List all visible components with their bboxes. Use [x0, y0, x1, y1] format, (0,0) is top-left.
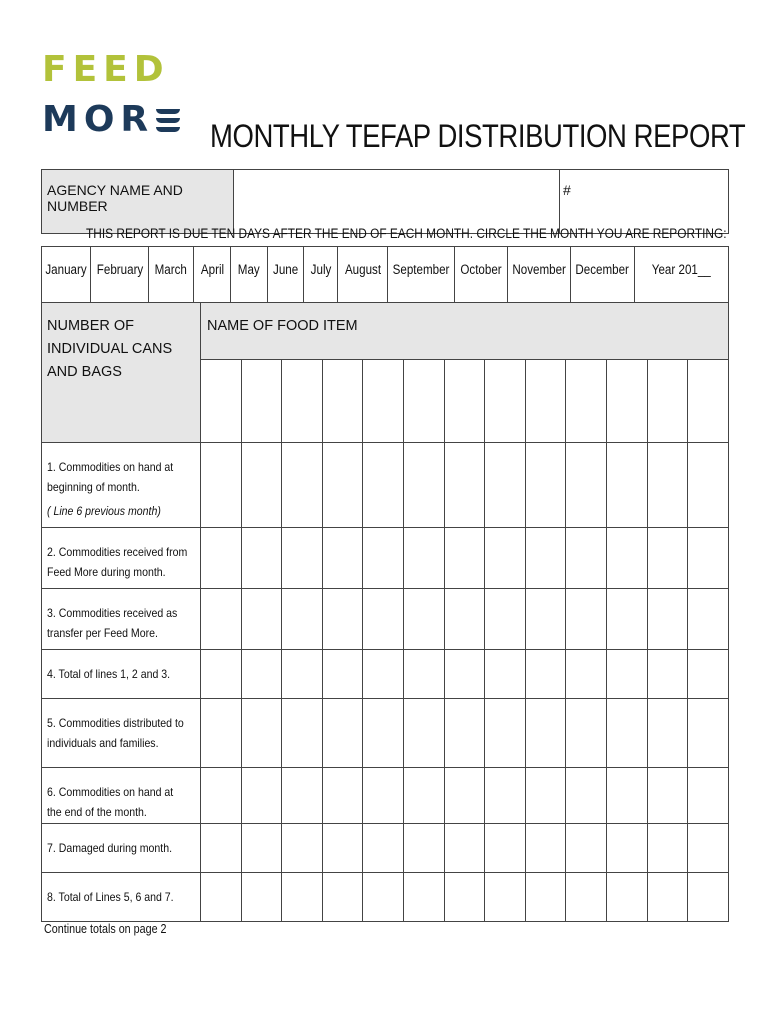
entry-cell[interactable] — [566, 528, 607, 589]
entry-cell[interactable] — [525, 768, 566, 824]
entry-cell[interactable] — [525, 528, 566, 589]
row-label — [42, 768, 201, 824]
entry-cell[interactable] — [404, 443, 445, 528]
entry-cell[interactable] — [363, 768, 404, 824]
logo-line-2-text: MOR — [42, 99, 155, 140]
entry-cell[interactable] — [647, 824, 688, 873]
entry-cell[interactable] — [404, 589, 445, 650]
table-row — [42, 589, 729, 650]
entry-cell[interactable] — [282, 443, 323, 528]
entry-cell[interactable] — [647, 589, 688, 650]
row-label — [42, 650, 201, 699]
entry-cell[interactable] — [404, 528, 445, 589]
header-food-item-label: NAME OF FOOD ITEM — [201, 303, 729, 360]
entry-cell[interactable] — [444, 873, 485, 922]
entry-cell[interactable] — [688, 768, 729, 824]
month-label: November — [512, 262, 566, 277]
entry-cell[interactable] — [566, 589, 607, 650]
entry-cell[interactable] — [444, 768, 485, 824]
entry-cell[interactable] — [322, 873, 363, 922]
entry-cell[interactable] — [607, 824, 648, 873]
entry-cell[interactable] — [322, 528, 363, 589]
entry-cell[interactable] — [607, 650, 648, 699]
agency-table — [41, 169, 729, 234]
entry-cell[interactable] — [322, 360, 363, 443]
entry-cell[interactable] — [363, 443, 404, 528]
entry-cell[interactable] — [282, 650, 323, 699]
entry-cell[interactable] — [607, 768, 648, 824]
row-label — [42, 873, 201, 922]
entry-cell[interactable] — [688, 589, 729, 650]
entry-cell[interactable] — [688, 824, 729, 873]
entry-cell[interactable] — [444, 443, 485, 528]
entry-cell[interactable] — [525, 699, 566, 768]
entry-cell[interactable] — [201, 360, 242, 443]
month-label: December — [575, 262, 630, 277]
row-label — [42, 824, 201, 873]
entry-cell[interactable] — [363, 824, 404, 873]
row-label-text: 5. Commodities distributed to individuals and families. — [47, 716, 184, 750]
entry-cell[interactable] — [282, 589, 323, 650]
table-row — [42, 443, 729, 528]
row-label — [42, 528, 201, 589]
row-label-text: 1. Commodities on hand at beginning of month. ( Line 6 previous month) — [47, 457, 188, 521]
entry-cell[interactable] — [444, 360, 485, 443]
entry-cell[interactable] — [363, 528, 404, 589]
logo-line-2 — [42, 99, 155, 140]
month-label: August — [344, 262, 381, 277]
row-label — [42, 699, 201, 768]
entry-cell[interactable] — [404, 360, 445, 443]
entry-cell[interactable] — [241, 360, 282, 443]
table-row — [42, 650, 729, 699]
logo-e-mark — [156, 109, 180, 132]
entry-cell[interactable] — [322, 699, 363, 768]
entry-cell[interactable] — [566, 824, 607, 873]
agency-name-field[interactable] — [234, 170, 560, 234]
entry-cell[interactable] — [607, 528, 648, 589]
entry-cell[interactable] — [688, 699, 729, 768]
logo-line-1: FEED — [42, 49, 170, 90]
entry-cell[interactable] — [201, 443, 242, 528]
month-label: October — [460, 262, 502, 277]
entry-cell[interactable] — [282, 699, 323, 768]
entry-cell[interactable] — [444, 699, 485, 768]
row-label-text: 4. Total of lines 1, 2 and 3. — [47, 667, 171, 681]
entry-cell[interactable] — [201, 528, 242, 589]
entry-cell[interactable] — [241, 873, 282, 922]
row-label-text: 3. Commodities received as transfer per Feed More. — [47, 606, 178, 640]
entry-cell[interactable] — [241, 528, 282, 589]
entry-cell[interactable] — [241, 824, 282, 873]
entry-cell[interactable] — [322, 443, 363, 528]
entry-cell[interactable] — [363, 589, 404, 650]
entry-cell[interactable] — [647, 699, 688, 768]
entry-cell[interactable] — [201, 650, 242, 699]
entry-cell[interactable] — [566, 768, 607, 824]
entry-cell[interactable] — [363, 360, 404, 443]
row-label — [42, 443, 201, 528]
agency-name-label: AGENCY NAME AND NUMBER — [42, 170, 234, 234]
entry-cell[interactable] — [444, 824, 485, 873]
entry-cell[interactable] — [566, 699, 607, 768]
entry-cell[interactable] — [201, 768, 242, 824]
entry-cell[interactable] — [241, 699, 282, 768]
entry-cell[interactable] — [525, 824, 566, 873]
entry-cell[interactable] — [404, 768, 445, 824]
entry-cell[interactable] — [201, 699, 242, 768]
row-label-text: 2. Commodities received from Feed More during month. — [47, 545, 188, 579]
row-note: ( Line 6 previous month) — [47, 504, 161, 518]
entry-cell[interactable] — [322, 589, 363, 650]
entry-cell[interactable] — [485, 824, 526, 873]
entry-cell[interactable] — [688, 360, 729, 443]
month-label: April — [200, 262, 224, 277]
table-row — [42, 768, 729, 824]
entry-cell[interactable] — [688, 528, 729, 589]
entry-cell[interactable] — [647, 360, 688, 443]
entry-cell[interactable] — [566, 360, 607, 443]
entry-cell[interactable] — [485, 360, 526, 443]
entry-cell[interactable] — [485, 650, 526, 699]
entry-cell[interactable] — [363, 650, 404, 699]
entry-cell[interactable] — [525, 589, 566, 650]
entry-cell[interactable] — [525, 650, 566, 699]
entry-cell[interactable] — [241, 650, 282, 699]
footnote: Continue totals on page 2 — [44, 922, 167, 936]
entry-cell[interactable] — [404, 873, 445, 922]
row-label-text: 8. Total of Lines 5, 6 and 7. — [47, 890, 174, 904]
table-row — [42, 824, 729, 873]
entry-cell[interactable] — [647, 873, 688, 922]
entry-cell[interactable] — [444, 650, 485, 699]
entry-cell[interactable] — [241, 443, 282, 528]
entry-cell[interactable] — [485, 443, 526, 528]
entry-cell[interactable] — [282, 824, 323, 873]
month-label: January — [45, 262, 87, 277]
entry-cell[interactable] — [607, 443, 648, 528]
row-label-text: 6. Commodities on hand at the end of the month. — [47, 785, 174, 819]
entry-cell[interactable] — [282, 360, 323, 443]
year-label: Year 201__ — [651, 262, 711, 277]
feed-more-logo — [42, 49, 170, 140]
commodity-report-table — [41, 302, 729, 922]
entry-cell[interactable] — [647, 528, 688, 589]
entry-cell[interactable] — [607, 589, 648, 650]
entry-cell[interactable] — [485, 528, 526, 589]
entry-cell[interactable] — [201, 873, 242, 922]
entry-cell[interactable] — [688, 650, 729, 699]
entry-cell[interactable] — [566, 873, 607, 922]
entry-cell[interactable] — [525, 360, 566, 443]
entry-cell[interactable] — [647, 768, 688, 824]
entry-cell[interactable] — [201, 589, 242, 650]
entry-cell[interactable] — [322, 824, 363, 873]
entry-cell[interactable] — [404, 824, 445, 873]
entry-cell[interactable] — [363, 873, 404, 922]
entry-cell[interactable] — [525, 873, 566, 922]
month-label: March — [154, 262, 188, 277]
entry-cell[interactable] — [241, 589, 282, 650]
entry-cell[interactable] — [322, 768, 363, 824]
entry-cell[interactable] — [607, 360, 648, 443]
entry-cell[interactable] — [241, 768, 282, 824]
page-title: MONTHLY TEFAP DISTRIBUTION REPORT — [210, 118, 746, 154]
entry-cell[interactable] — [525, 443, 566, 528]
month-label: September — [392, 262, 450, 277]
table-row — [42, 873, 729, 922]
entry-cell[interactable] — [444, 589, 485, 650]
entry-cell[interactable] — [688, 873, 729, 922]
row-label — [42, 589, 201, 650]
entry-cell[interactable] — [282, 768, 323, 824]
entry-cell[interactable] — [322, 650, 363, 699]
table-row — [42, 699, 729, 768]
row-label-text: 7. Damaged during month. — [47, 841, 173, 855]
month-label: June — [272, 262, 299, 277]
entry-cell[interactable] — [607, 873, 648, 922]
month-label: February — [96, 262, 143, 277]
entry-cell[interactable] — [607, 699, 648, 768]
due-notice: THIS REPORT IS DUE TEN DAYS AFTER THE END OF EACH MONTH. CIRCLE THE MONTH YOU ARE REPORTING: — [86, 226, 727, 241]
month-label: July — [310, 262, 331, 277]
agency-number-field[interactable]: # — [560, 170, 729, 234]
entry-cell[interactable] — [485, 768, 526, 824]
entry-cell[interactable] — [485, 589, 526, 650]
header-quantity-label: NUMBER OF INDIVIDUAL CANS AND BAGS — [42, 303, 201, 443]
entry-cell[interactable] — [485, 699, 526, 768]
entry-cell[interactable] — [566, 443, 607, 528]
month-label: May — [238, 262, 260, 277]
entry-cell[interactable] — [282, 873, 323, 922]
entry-cell[interactable] — [566, 650, 607, 699]
entry-cell[interactable] — [647, 443, 688, 528]
entry-cell[interactable] — [647, 650, 688, 699]
entry-cell[interactable] — [404, 650, 445, 699]
entry-cell[interactable] — [404, 699, 445, 768]
entry-cell[interactable] — [363, 699, 404, 768]
entry-cell[interactable] — [688, 443, 729, 528]
entry-cell[interactable] — [201, 824, 242, 873]
table-row — [42, 528, 729, 589]
entry-cell[interactable] — [485, 873, 526, 922]
entry-cell[interactable] — [444, 528, 485, 589]
entry-cell[interactable] — [282, 528, 323, 589]
